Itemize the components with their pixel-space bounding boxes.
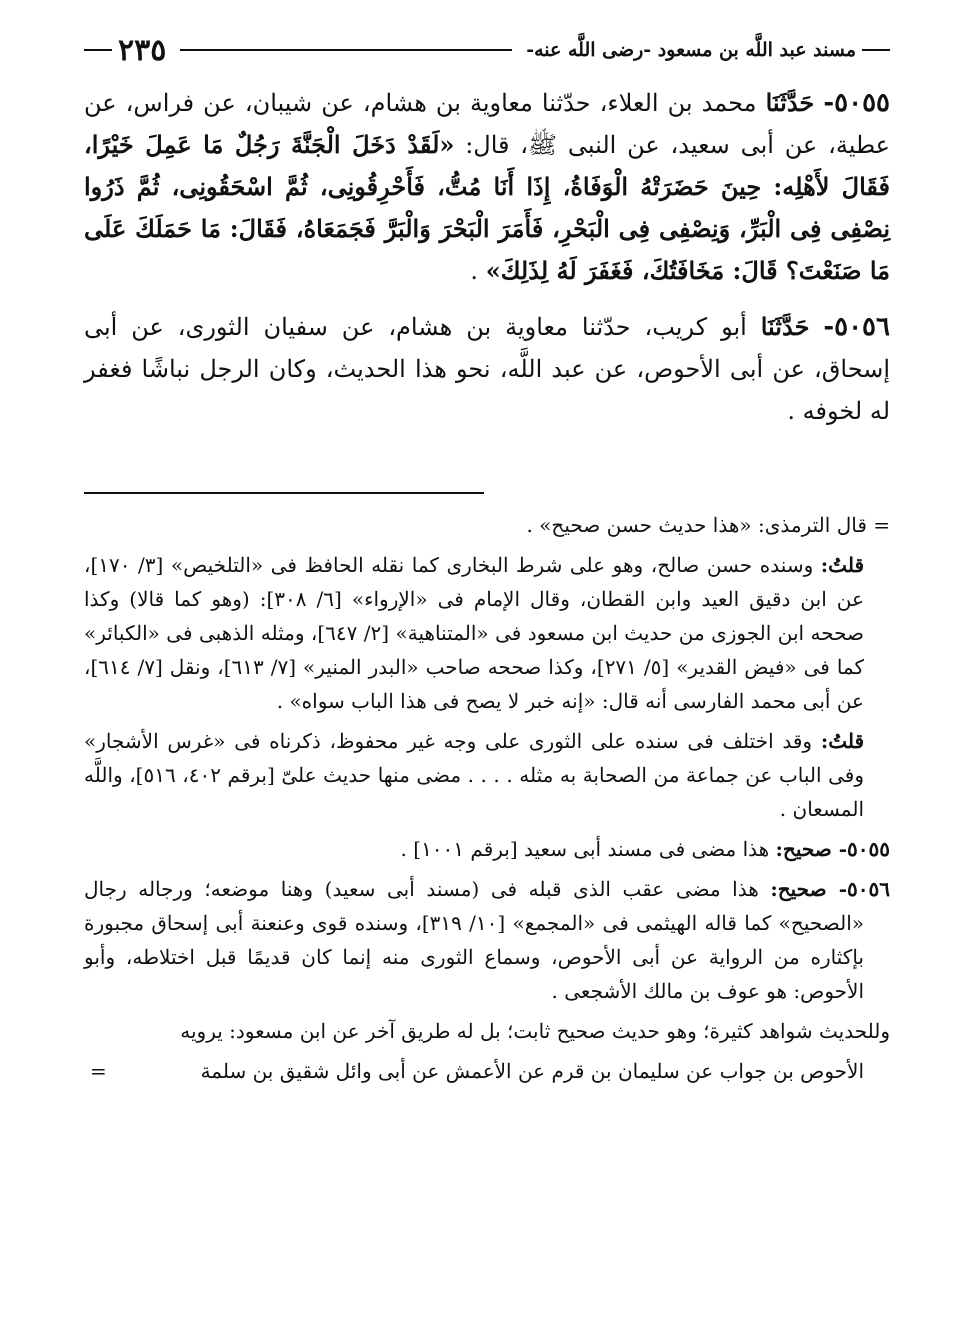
note-5055 — [84, 832, 890, 866]
note-final-line-1: وللحديث شواهد كثيرة؛ وهو حديث صحيح ثابت؛ بل له طريق آخر عن ابن مسعود: يرويه — [180, 1019, 890, 1043]
main-text — [84, 82, 890, 432]
note-5056 — [84, 872, 890, 1008]
note-text: وقد اختلف فى سنده على الثورى على وجه غير محفوظ، ذكرناه فى «غرس الأشجار» وفى الباب عن جماعة من الصحابة به مثله . . . . مضى منها حديث علىّ [برقم ٤٠٢، ٥١٦]، واللَّه المسعان . — [84, 729, 865, 821]
note-text: هذا مضى عقب الذى قبله فى (مسند أبى سعيد) وهنا موضعه؛ ورجاله رجال «الصحيح» كما قاله الهيثمى فى «المجمع» [١٠/ ٣١٩]، وسنده قوى وعنعنة أبى إسحاق مجبورة بإكثاره من الرواية عن أبى الأحوص، وسماع الثورى منه إنما كان قديمًا قبل اختلاطه، وأبو الأحوص: هو عوف بن مالك الأشجعى . — [84, 877, 864, 1003]
header-rule — [180, 49, 512, 51]
note-qultu-1 — [84, 548, 890, 718]
hadith-5056 — [84, 306, 890, 432]
page-number: ٢٣٥ — [118, 32, 167, 68]
note-qultu-2 — [84, 724, 890, 826]
hadith-number: ٥٠٥٦- — [823, 312, 890, 342]
note-final-line-2: الأحوص بن جواب عن سليمان بن قرم عن الأعمش عن أبى وائل شقيق بن سلمة — [200, 1059, 864, 1083]
header-dash-right — [862, 49, 890, 51]
note-label: ٥٠٥٦- صحيح: — [770, 877, 891, 901]
note-label: ٥٠٥٥- صحيح: — [775, 837, 890, 861]
footnote-separator — [84, 492, 484, 494]
footnote-separator-wrap — [84, 446, 890, 508]
note-text: وسنده حسن صالح، وهو على شرط البخارى كما نقله الحافظ فى «التلخيص» [٣/ ١٧٠]، عن ابن دقيق العيد وابن القطان، وقال الإمام فى «الإرواء» [٦/ ٣٠٨]: (وهو كما قالا) وكذا صححه ابن الجوزى من حديث ابن مسعود فى «المتناهية» [٢/ ٦٤٧]، ومثله الذهبى فى «الكبائر» كما فى «فيض القدير» [٥/ ٢٧١]، وكذا صححه صاحب «البدر المنير» [٧/ ٦١٣]، ونقل [٧/ ٦١٤]، عن أبى محمد الفارسى أنه قال: «إنه خبر لا يصح فى هذا الباب سواه» . — [84, 553, 864, 713]
hadith-5055 — [84, 82, 890, 292]
note-label: قلتُ: — [820, 553, 864, 577]
hadith-isnad: أبو كريب، حدّثنا معاوية بن هشام، عن سفيان الثورى، عن أبى إسحاق، عن أبى الأحوص، عن عبد اللَّه، نحو هذا الحديث، وكان الرجل نباشًا فغفر له لخوفه . — [84, 313, 890, 425]
running-header — [84, 28, 890, 72]
hadith-isnad: محمد بن العلاء، حدّثنا معاوية بن هشام، عن شيبان، عن فراس، عن عطية، عن أبى سعيد، عن النبى ﷺ، قال: — [84, 89, 890, 159]
footnotes — [84, 508, 890, 1088]
book-title: مسند عبد اللَّه بن مسعود -رضى اللَّه عنه- — [526, 39, 856, 61]
hadith-matn: «لَقَدْ دَخَلَ الْجَنَّةَ رَجُلٌ مَا عَمِلَ خَيْرًا، فَقَالَ لأَهْلِه: حِينَ حَضَرَتْهُ الْوَفَاةُ، إِذَا أَنَا مُتُّ، فَأَحْرِقُونِى، ثُمَّ اسْحَقُونِى، ثُمَّ ذَرُوا نِصْفِى فِى الْبَرِّ، وَنِصْفِى فِى الْبَحْرِ، فَأَمَرَ الْبَحْرَ وَالْبَرَّ فَجَمَعَاهُ، فَقَالَ: مَا حَمَلَكَ عَلَى مَا صَنَعْتَ؟ قَالَ: مَخَافَتُكَ، فَغَفَرَ لَهُ لِذَلِكَ» — [84, 130, 890, 285]
hadith-lead: حَدَّثَنَا — [760, 312, 810, 341]
note-final-line-2-row — [84, 1054, 890, 1088]
note-label: قلتُ: — [820, 729, 865, 753]
note-text: هذا مضى فى مسند أبى سعيد [برقم ١٠٠١] . — [400, 837, 776, 861]
note-tirmidhi: = قال الترمذى: «هذا حديث حسن صحيح» . — [526, 513, 890, 537]
page — [84, 28, 890, 1088]
hadith-end: . — [470, 257, 479, 285]
note-final — [84, 1014, 890, 1048]
continued-mark: = — [90, 1059, 107, 1083]
hadith-lead: حَدَّثَنَا — [765, 88, 815, 117]
header-dash-left — [84, 49, 112, 51]
hadith-number: ٥٠٥٥- — [823, 88, 890, 118]
